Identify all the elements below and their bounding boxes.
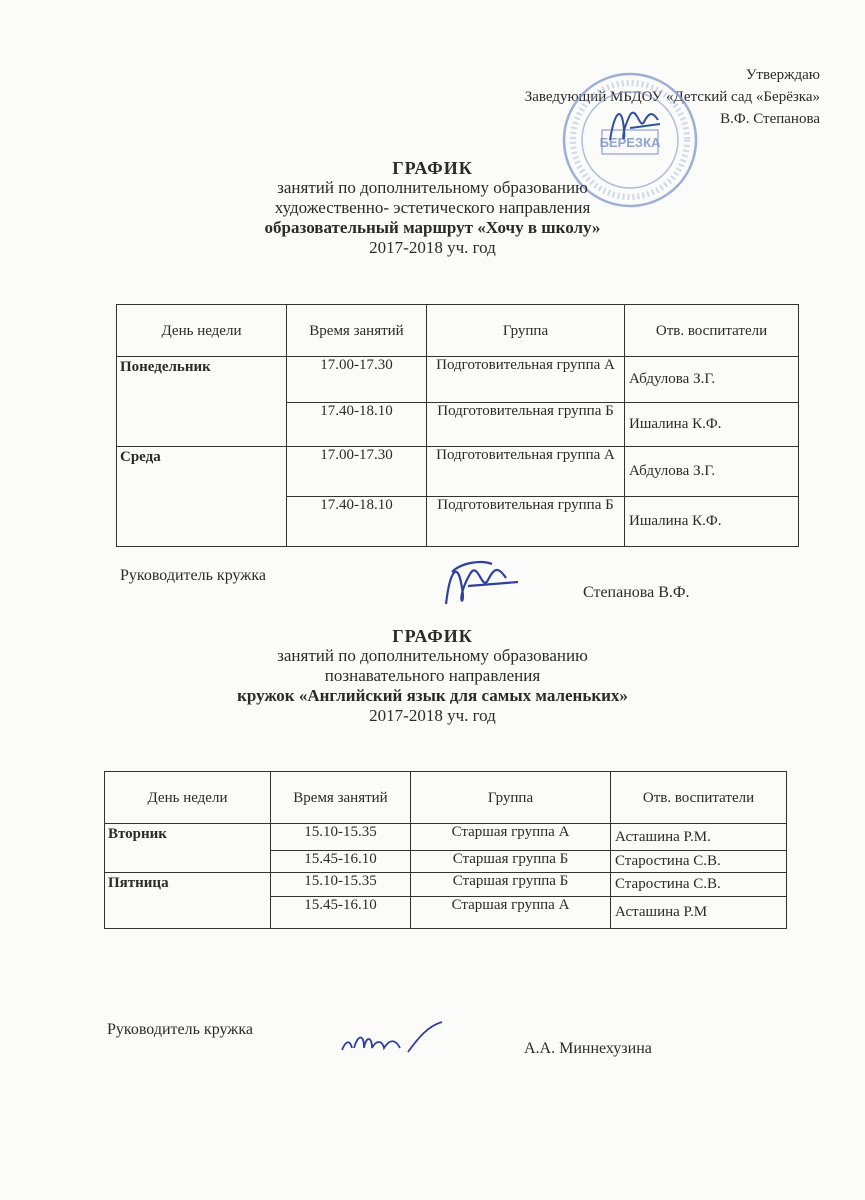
- teacher-cell: Ишалина К.Ф.: [625, 403, 799, 447]
- teacher-cell: Старостина С.В.: [611, 851, 787, 873]
- schedule2-header: [0, 626, 865, 726]
- schedule2-title: ГРАФИК: [392, 626, 473, 646]
- time-cell: 17.40-18.10: [287, 403, 427, 447]
- header-time: Время занятий: [287, 305, 427, 357]
- teacher-cell: Старостина С.В.: [611, 873, 787, 897]
- group-cell: Подготовительная группа Б: [427, 403, 625, 447]
- schedule1-program: образовательный маршрут «Хочу в школу»: [264, 218, 601, 237]
- table-row: [105, 824, 787, 851]
- time-cell: 15.10-15.35: [271, 824, 411, 851]
- teacher-cell: Асташина Р.М: [611, 897, 787, 929]
- approval-title: Утверждаю: [745, 67, 820, 83]
- teacher-cell: Асташина Р.М.: [611, 824, 787, 851]
- schedule2-line1: занятий по дополнительному образованию: [277, 646, 588, 665]
- table-row: [105, 873, 787, 897]
- schedule2-footer-name: А.А. Миннехузина: [524, 1040, 652, 1057]
- header-group: Группа: [427, 305, 625, 357]
- schedule1-table: [116, 304, 799, 547]
- day-cell: Среда: [117, 447, 287, 547]
- time-cell: 17.00-17.30: [287, 447, 427, 497]
- table-row: [117, 357, 799, 403]
- schedule2-program: кружок «Английский язык для самых маленьких»: [237, 686, 628, 705]
- group-cell: Подготовительная группа А: [427, 447, 625, 497]
- header-day: День недели: [117, 305, 287, 357]
- stamp-text: БЕРЕЗКА: [599, 135, 661, 150]
- header-teacher: Отв. воспитатели: [611, 772, 787, 824]
- group-cell: Старшая группа Б: [411, 873, 611, 897]
- schedule1-year: 2017-2018 уч. год: [369, 238, 496, 257]
- schedule2-table: [104, 771, 787, 929]
- schedule1-line1: занятий по дополнительному образованию: [277, 178, 588, 197]
- schedule1-footer-label: Руководитель кружка: [120, 567, 266, 584]
- schedule2-year: 2017-2018 уч. год: [369, 706, 496, 725]
- approval-signature-icon: [600, 100, 670, 150]
- schedule1-line2: художественно- эстетического направления: [274, 198, 591, 217]
- time-cell: 15.45-16.10: [271, 897, 411, 929]
- day-cell: Вторник: [105, 824, 271, 873]
- approval-position: Заведующий МБДОУ «Детский сад «Берёзка»: [524, 89, 820, 105]
- approval-name: В.Ф. Степанова: [720, 111, 820, 127]
- header-time: Время занятий: [271, 772, 411, 824]
- schedule2-signature-icon: [338, 1018, 448, 1063]
- teacher-cell: Абдулова З.Г.: [625, 357, 799, 403]
- day-cell: Понедельник: [117, 357, 287, 447]
- day-cell: Пятница: [105, 873, 271, 929]
- group-cell: Подготовительная группа Б: [427, 497, 625, 547]
- schedule1-header: [0, 158, 865, 258]
- header-group: Группа: [411, 772, 611, 824]
- schedule1-title: ГРАФИК: [392, 158, 473, 178]
- time-cell: 17.00-17.30: [287, 357, 427, 403]
- time-cell: 17.40-18.10: [287, 497, 427, 547]
- teacher-cell: Абдулова З.Г.: [625, 447, 799, 497]
- schedule2-header-row: [105, 772, 787, 824]
- header-day: День недели: [105, 772, 271, 824]
- teacher-cell: Ишалина К.Ф.: [625, 497, 799, 547]
- group-cell: Старшая группа Б: [411, 851, 611, 873]
- time-cell: 15.10-15.35: [271, 873, 411, 897]
- schedule2-footer-label: Руководитель кружка: [107, 1021, 253, 1038]
- group-cell: Старшая группа А: [411, 897, 611, 929]
- schedule1-signature-icon: [432, 552, 527, 618]
- group-cell: Старшая группа А: [411, 824, 611, 851]
- time-cell: 15.45-16.10: [271, 851, 411, 873]
- schedule2-line2: познавательного направления: [324, 666, 541, 685]
- group-cell: Подготовительная группа А: [427, 357, 625, 403]
- table-row: [117, 447, 799, 497]
- header-teacher: Отв. воспитатели: [625, 305, 799, 357]
- schedule1-header-row: [117, 305, 799, 357]
- schedule1-footer-name: Степанова В.Ф.: [583, 584, 690, 601]
